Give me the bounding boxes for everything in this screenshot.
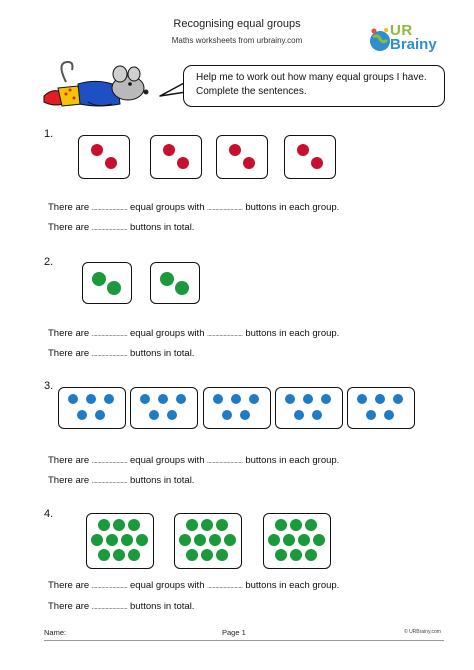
button-dot <box>128 519 140 531</box>
button-dot <box>216 519 228 531</box>
answer-blank[interactable]: .......................... <box>91 332 128 338</box>
button-dot <box>201 519 213 531</box>
q1-sentence-groups: There are .......................... equal groups with .......................... buttons in each group. <box>48 202 340 213</box>
q3-group-3 <box>203 387 271 429</box>
q3-group-2 <box>130 387 198 429</box>
button-dot <box>290 549 302 561</box>
button-dot <box>297 144 309 156</box>
answer-blank[interactable]: .......................... <box>91 459 128 465</box>
answer-blank[interactable]: .......................... <box>91 479 128 485</box>
button-dot <box>95 410 105 420</box>
button-dot <box>92 272 106 286</box>
button-dot <box>268 534 280 546</box>
button-dot <box>275 549 287 561</box>
button-dot <box>305 549 317 561</box>
q1-group-1 <box>78 135 130 179</box>
q3-sentence-groups: There are .......................... equal groups with .......................... buttons in each group. <box>48 455 340 466</box>
answer-blank[interactable]: .......................... <box>91 584 128 590</box>
footer-divider <box>44 640 444 641</box>
button-dot <box>186 519 198 531</box>
button-dot <box>313 534 325 546</box>
button-dot <box>240 410 250 420</box>
q1-group-3 <box>216 135 268 179</box>
q3-group-4 <box>275 387 343 429</box>
button-dot <box>303 394 313 404</box>
button-dot <box>375 394 385 404</box>
button-dot <box>68 394 78 404</box>
mouse-illustration <box>38 58 158 110</box>
button-dot <box>98 519 110 531</box>
button-dot <box>209 534 221 546</box>
button-dot <box>158 394 168 404</box>
q1-group-2 <box>150 135 202 179</box>
button-dot <box>194 534 206 546</box>
button-dot <box>113 519 125 531</box>
question-4-number: 4. <box>44 508 54 520</box>
button-dot <box>128 549 140 561</box>
button-dot <box>186 549 198 561</box>
button-dot <box>77 410 87 420</box>
answer-blank[interactable]: .......................... <box>207 332 243 338</box>
footer-name-label: Name: <box>44 628 67 637</box>
button-dot <box>176 394 186 404</box>
button-dot <box>98 549 110 561</box>
globe-icon <box>368 26 392 54</box>
q4-group-1 <box>86 513 154 569</box>
button-dot <box>121 534 133 546</box>
button-dot <box>175 281 189 295</box>
button-dot <box>384 410 394 420</box>
button-dot <box>321 394 331 404</box>
speech-bubble <box>183 65 445 107</box>
answer-blank[interactable]: .......................... <box>91 605 128 611</box>
q4-group-3 <box>263 513 331 569</box>
button-dot <box>86 394 96 404</box>
question-1-number: 1. <box>44 128 54 140</box>
button-dot <box>149 410 159 420</box>
button-dot <box>106 534 118 546</box>
q2-sentence-groups: There are .......................... equal groups with .......................... buttons in each group. <box>48 328 340 339</box>
button-dot <box>177 157 189 169</box>
q4-sentence-total: There are .......................... buttons in total. <box>48 601 195 612</box>
q2-group-2 <box>150 262 200 304</box>
footer-page-number: Page 1 <box>222 628 246 637</box>
button-dot <box>222 410 232 420</box>
q3-group-1 <box>58 387 126 429</box>
button-dot <box>285 394 295 404</box>
button-dot <box>357 394 367 404</box>
button-dot <box>163 144 175 156</box>
footer-copyright: © URBrainy.com <box>404 629 441 635</box>
button-dot <box>294 410 304 420</box>
q3-group-5 <box>347 387 415 429</box>
button-dot <box>167 410 177 420</box>
button-dot <box>136 534 148 546</box>
answer-blank[interactable]: .......................... <box>91 206 128 212</box>
button-dot <box>201 549 213 561</box>
logo-ur-text: UR <box>390 22 413 39</box>
button-dot <box>104 394 114 404</box>
q1-group-4 <box>284 135 336 179</box>
button-dot <box>113 549 125 561</box>
button-dot <box>249 394 259 404</box>
button-dot <box>298 534 310 546</box>
worksheet-title: Recognising equal groups <box>173 18 301 30</box>
q4-group-2 <box>174 513 242 569</box>
button-dot <box>312 410 322 420</box>
button-dot <box>91 534 103 546</box>
q2-group-1 <box>82 262 132 304</box>
urbrainy-logo <box>368 22 442 56</box>
button-dot <box>216 549 228 561</box>
answer-blank[interactable]: .......................... <box>91 226 128 232</box>
button-dot <box>160 272 174 286</box>
button-dot <box>283 534 295 546</box>
answer-blank[interactable]: .......................... <box>207 206 243 212</box>
button-dot <box>107 281 121 295</box>
q1-sentence-total: There are .......................... buttons in total. <box>48 222 195 233</box>
logo-brainy-text: Brainy <box>390 36 437 53</box>
question-2-number: 2. <box>44 256 54 268</box>
answer-blank[interactable]: .......................... <box>207 584 243 590</box>
button-dot <box>224 534 236 546</box>
button-dot <box>231 394 241 404</box>
button-dot <box>393 394 403 404</box>
button-dot <box>213 394 223 404</box>
button-dot <box>229 144 241 156</box>
question-3-number: 3. <box>44 380 54 392</box>
button-dot <box>179 534 191 546</box>
button-dot <box>311 157 323 169</box>
button-dot <box>275 519 287 531</box>
answer-blank[interactable]: .......................... <box>207 459 243 465</box>
button-dot <box>305 519 317 531</box>
button-dot <box>140 394 150 404</box>
button-dot <box>243 157 255 169</box>
q3-sentence-total: There are .......................... buttons in total. <box>48 475 195 486</box>
button-dot <box>290 519 302 531</box>
q2-sentence-total: There are .......................... buttons in total. <box>48 348 195 359</box>
speech-line-2: Complete the sentences. <box>196 86 307 97</box>
worksheet-subtitle: Maths worksheets from urbrainy.com <box>171 36 303 45</box>
speech-line-1: Help me to work out how many equal groups I have. <box>196 72 427 83</box>
q4-sentence-groups: There are .......................... equal groups with .......................... buttons in each group. <box>48 580 340 591</box>
button-dot <box>105 157 117 169</box>
button-dot <box>366 410 376 420</box>
button-dot <box>91 144 103 156</box>
answer-blank[interactable]: .......................... <box>91 352 128 358</box>
